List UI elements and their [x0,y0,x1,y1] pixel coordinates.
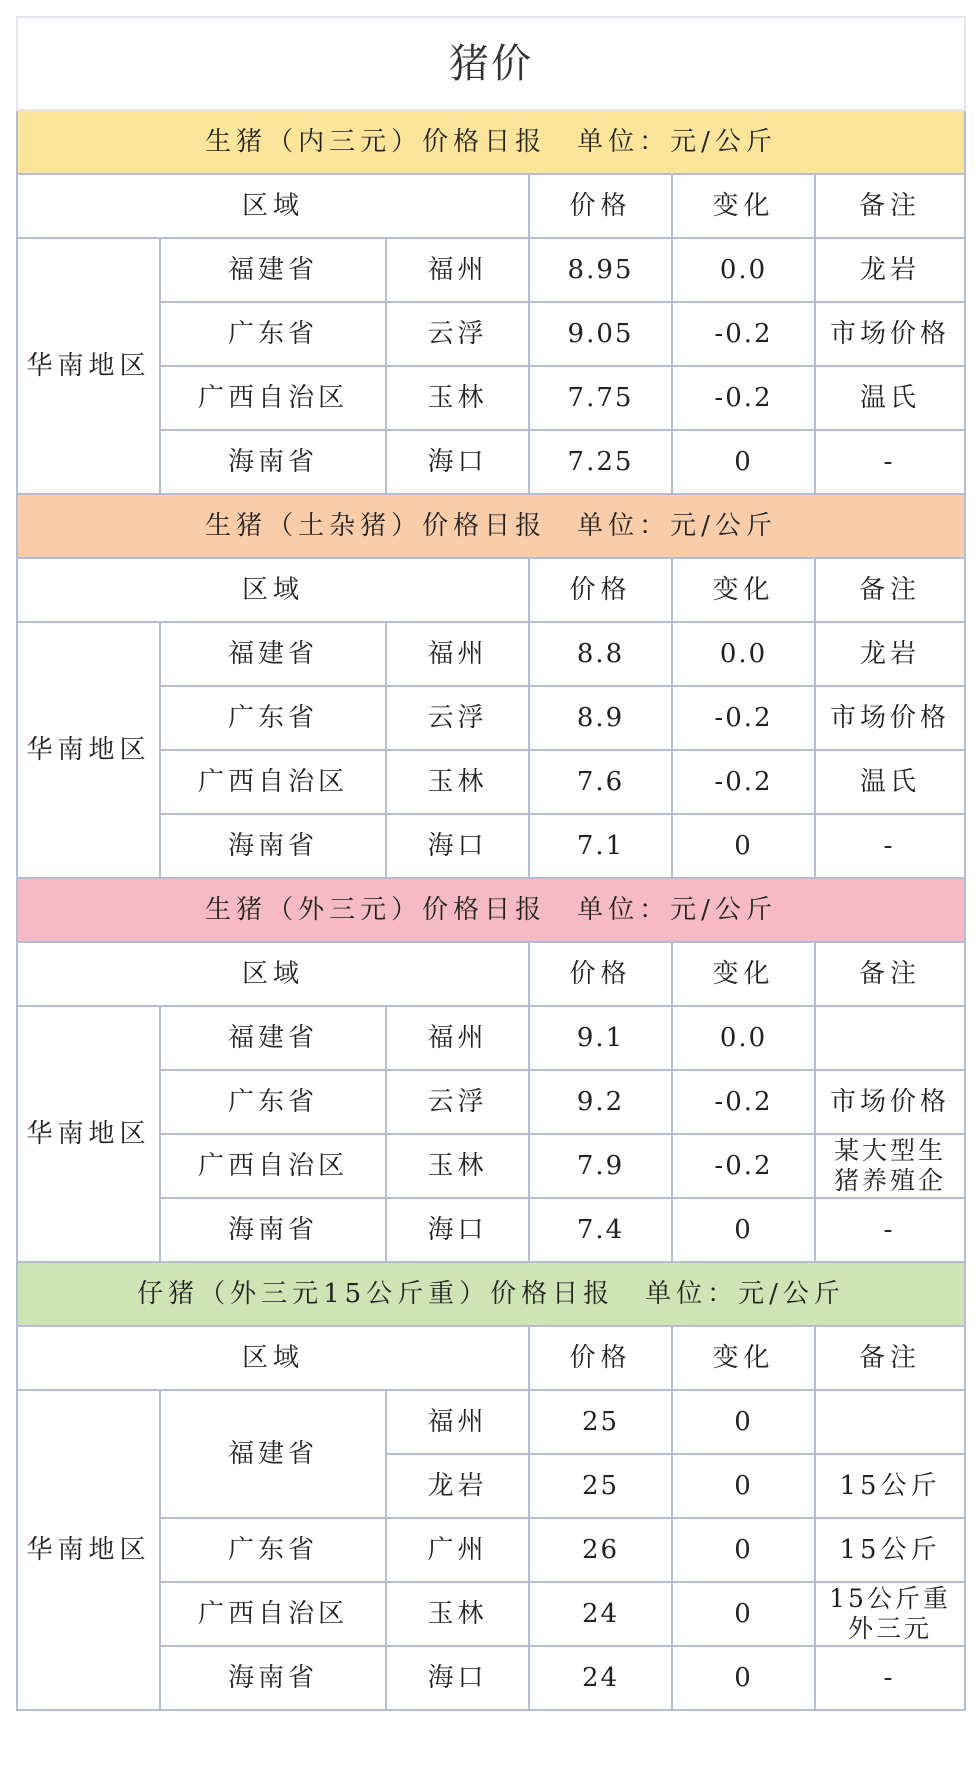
note-cell: 市场价格 [815,1070,965,1134]
price-cell: 8.95 [529,238,672,302]
city-cell: 福州 [386,1390,529,1454]
price-cell: 8.9 [529,686,672,750]
city-cell: 玉林 [386,1134,529,1198]
column-header-area: 区域 [17,558,529,622]
note-cell [815,1006,965,1070]
column-header-price: 价格 [529,1326,672,1390]
price-cell: 24 [529,1582,672,1646]
price-cell: 7.6 [529,750,672,814]
region-cell: 华南地区 [17,622,160,878]
note-cell [815,1134,965,1198]
note-cell: 温氏 [815,750,965,814]
city-cell: 云浮 [386,302,529,366]
price-cell: 7.9 [529,1134,672,1198]
city-cell: 玉林 [386,1582,529,1646]
change-cell: -0.2 [672,686,815,750]
region-cell: 华南地区 [17,1006,160,1262]
province-cell: 海南省 [160,1646,386,1710]
section-title-1: 生猪（内三元）价格日报 单位：元/公斤 [17,110,965,174]
province-cell: 海南省 [160,430,386,494]
price-cell: 24 [529,1646,672,1710]
section-title-4: 仔猪（外三元15公斤重）价格日报 单位：元/公斤 [17,1262,965,1326]
city-cell: 海口 [386,1198,529,1262]
note-cell: 龙岩 [815,622,965,686]
city-cell: 海口 [386,1646,529,1710]
price-cell: 9.2 [529,1070,672,1134]
section-title-3: 生猪（外三元）价格日报 单位：元/公斤 [17,878,965,942]
section-title-2: 生猪（土杂猪）价格日报 单位：元/公斤 [17,494,965,558]
change-cell: 0 [672,430,815,494]
province-cell: 海南省 [160,1198,386,1262]
column-header-area: 区域 [17,942,529,1006]
province-cell: 福建省 [160,238,386,302]
province-cell: 福建省 [160,1006,386,1070]
city-cell: 云浮 [386,686,529,750]
change-cell: -0.2 [672,1070,815,1134]
province-cell: 广东省 [160,686,386,750]
city-cell: 海口 [386,814,529,878]
table-row [17,814,965,878]
table-row [17,302,965,366]
price-cell: 25 [529,1390,672,1454]
city-cell: 广州 [386,1518,529,1582]
change-cell: -0.2 [672,302,815,366]
price-cell: 7.75 [529,366,672,430]
change-cell: 0.0 [672,622,815,686]
price-cell: 8.8 [529,622,672,686]
city-cell: 福州 [386,622,529,686]
price-cell: 7.1 [529,814,672,878]
change-cell: 0 [672,814,815,878]
note-cell: 市场价格 [815,302,965,366]
price-cell: 7.25 [529,430,672,494]
province-cell: 广东省 [160,1518,386,1582]
province-cell: 广东省 [160,1070,386,1134]
table-row [17,1070,965,1134]
note-cell: 15公斤 [815,1454,965,1518]
table-row [17,1518,965,1582]
city-cell: 福州 [386,238,529,302]
table-row [17,1134,965,1198]
change-cell: 0 [672,1646,815,1710]
note-line: 猪养殖企 [834,1166,947,1195]
city-cell: 玉林 [386,750,529,814]
column-header-note: 备注 [815,174,965,238]
province-cell: 福建省 [160,622,386,686]
change-cell: 0.0 [672,1006,815,1070]
column-header-change: 变化 [672,174,815,238]
province-cell: 广西自治区 [160,1582,386,1646]
column-header-change: 变化 [672,942,815,1006]
column-header-note: 备注 [815,942,965,1006]
note-cell [815,1390,965,1454]
note-cell: - [815,1198,965,1262]
column-header-price: 价格 [529,558,672,622]
column-header-area: 区域 [17,174,529,238]
column-header-note: 备注 [815,1326,965,1390]
table-row [17,1198,965,1262]
table-row [17,1582,965,1646]
table-row [17,1006,965,1070]
note-cell: 市场价格 [815,686,965,750]
price-cell: 9.05 [529,302,672,366]
price-sheet [16,16,964,1758]
province-cell: 海南省 [160,814,386,878]
page-title: 猪价 [17,17,965,110]
table-row [17,622,965,686]
note-cell: 龙岩 [815,238,965,302]
change-cell: 0 [672,1198,815,1262]
change-cell: 0.0 [672,238,815,302]
note-cell: - [815,1646,965,1710]
column-header-price: 价格 [529,174,672,238]
city-cell: 海口 [386,430,529,494]
column-header-change: 变化 [672,558,815,622]
column-header-price: 价格 [529,942,672,1006]
note-line: 15公斤重 [829,1584,951,1613]
table-row [17,750,965,814]
column-header-note: 备注 [815,558,965,622]
table-row [17,1646,965,1710]
city-cell: 云浮 [386,1070,529,1134]
note-line: 某大型生 [834,1136,947,1165]
note-cell: - [815,814,965,878]
city-cell: 福州 [386,1006,529,1070]
price-cell: 26 [529,1518,672,1582]
price-cell: 7.4 [529,1198,672,1262]
province-cell: 福建省 [160,1390,386,1518]
table-row [17,430,965,494]
region-cell: 华南地区 [17,1390,160,1710]
province-cell: 广西自治区 [160,366,386,430]
price-cell: 9.1 [529,1006,672,1070]
change-cell: -0.2 [672,366,815,430]
note-cell: 15公斤 [815,1518,965,1582]
table-row [17,238,965,302]
note-cell: 温氏 [815,366,965,430]
province-cell: 广西自治区 [160,1134,386,1198]
note-cell: - [815,430,965,494]
change-cell: 0 [672,1390,815,1454]
table-row [17,686,965,750]
change-cell: -0.2 [672,750,815,814]
change-cell: -0.2 [672,1134,815,1198]
column-header-area: 区域 [17,1326,529,1390]
region-cell: 华南地区 [17,238,160,494]
province-cell: 广东省 [160,302,386,366]
province-cell: 广西自治区 [160,750,386,814]
table-row [17,366,965,430]
note-line: 外三元 [848,1614,933,1643]
change-cell: 0 [672,1454,815,1518]
city-cell: 玉林 [386,366,529,430]
table-row [17,1390,965,1454]
column-header-change: 变化 [672,1326,815,1390]
price-cell: 25 [529,1454,672,1518]
change-cell: 0 [672,1582,815,1646]
note-cell [815,1582,965,1646]
pig-price-table [16,16,966,1711]
change-cell: 0 [672,1518,815,1582]
city-cell: 龙岩 [386,1454,529,1518]
